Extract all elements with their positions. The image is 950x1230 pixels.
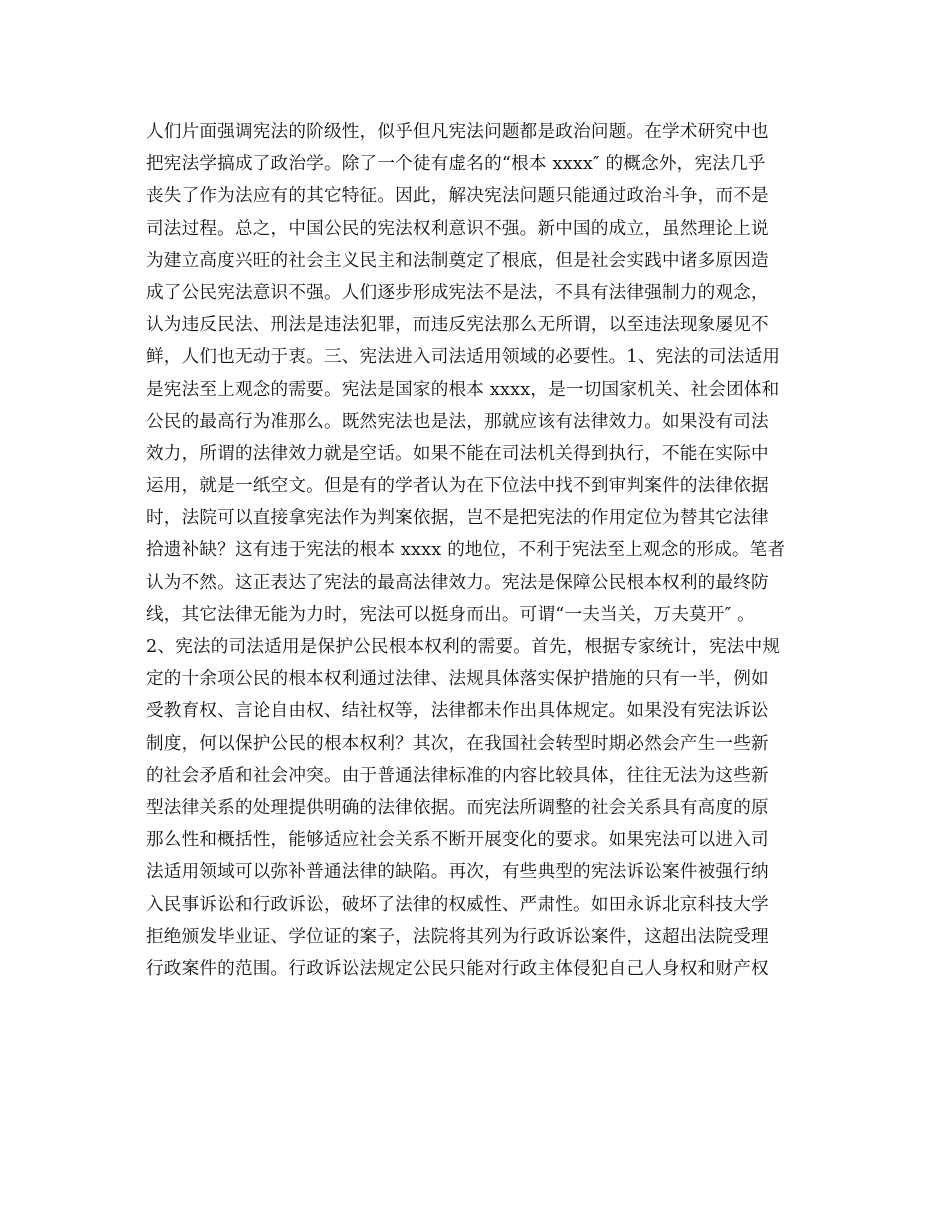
- text-line: 认为违反民法、刑法是违法犯罪，而违反宪法那么无所谓，以至违法现象屡见不: [146, 315, 769, 336]
- text-line: 公民的最高行为准那么。既然宪法也是法，那就应该有法律效力。如果没有司法: [146, 411, 769, 432]
- text-line: 型法律关系的处理提供明确的法律依据。而宪法所调整的社会关系具有高度的原: [146, 797, 769, 818]
- text-line: 把宪法学搞成了政治学。除了一个徒有虚名的“根本 xxxx″ 的概念外，宪法几乎: [146, 154, 766, 175]
- text-line: 行政案件的范围。行政诉讼法规定公民只能对行政主体侵犯自己人身权和财产权: [146, 958, 769, 979]
- text-line: 成了公民宪法意识不强。人们逐步形成宪法不是法，不具有法律强制力的观念，: [146, 282, 769, 303]
- text-line: 是宪法至上观念的需要。宪法是国家的根本 xxxx，是一切国家机关、社会团体和: [146, 379, 780, 400]
- text-line: 定的十余项公民的根本权利通过法律、法规具体落实保护措施的只有一半，例如: [146, 669, 769, 690]
- text-line: 认为不然。这正表达了宪法的最高法律效力。宪法是保障公民根本权利的最终防: [146, 572, 769, 593]
- text-line: 鲜，人们也无动于衷。三、宪法进入司法适用领域的必要性。1、宪法的司法适用: [146, 347, 781, 368]
- text-line: 线，其它法律无能为力时，宪法可以挺身而出。可谓“一夫当关，万夫莫开″ 。: [146, 604, 755, 625]
- text-line: 制度，何以保护公民的根本权利？其次，在我国社会转型时期必然会产生一些新: [146, 733, 769, 754]
- document-body: [146, 116, 816, 985]
- text-line: 运用，就是一纸空文。但是有的学者认为在下位法中找不到审判案件的法律依据: [146, 476, 769, 497]
- text-line: 入民事诉讼和行政诉讼，破坏了法律的权威性、严肃性。如田永诉北京科技大学: [146, 894, 769, 915]
- text-line: 效力，所谓的法律效力就是空话。如果不能在司法机关得到执行，不能在实际中: [146, 443, 769, 464]
- text-line: 人们片面强调宪法的阶级性，似乎但凡宪法问题都是政治问题。在学术研究中也: [146, 122, 769, 142]
- text-line: 的社会矛盾和社会冲突。由于普通法律标准的内容比较具体，往往无法为这些新: [146, 765, 769, 786]
- text-line: 法适用领域可以弥补普通法律的缺陷。再次，有些典型的宪法诉讼案件被强行纳: [146, 862, 769, 883]
- text-line: 司法过程。总之，中国公民的宪法权利意识不强。新中国的成立，虽然理论上说: [146, 218, 769, 239]
- text-line: 拾遗补缺？这有违于宪法的根本 xxxx 的地位，不利于宪法至上观念的形成。笔者: [146, 540, 786, 561]
- text-line: 拒绝颁发毕业证、学位证的案子，法院将其列为行政诉讼案件，这超出法院受理: [146, 926, 769, 947]
- text-line: 受教育权、言论自由权、结社权等，法律都未作出具体规定。如果没有宪法诉讼: [146, 701, 769, 722]
- text-line: 2、宪法的司法适用是保护公民根本权利的需要。首先，根据专家统计，宪法中规: [146, 637, 781, 657]
- text-line: 时，法院可以直接拿宪法作为判案依据，岂不是把宪法的作用定位为替其它法律: [146, 508, 769, 529]
- text-line: 为建立高度兴旺的社会主义民主和法制奠定了根底，但是社会实践中诸多原因造: [146, 250, 769, 271]
- text-line: 那么性和概括性，能够适应社会关系不断开展变化的要求。如果宪法可以进入司: [146, 830, 769, 851]
- text-line: 丧失了作为法应有的其它特征。因此，解决宪法问题只能通过政治斗争，而不是: [146, 186, 769, 207]
